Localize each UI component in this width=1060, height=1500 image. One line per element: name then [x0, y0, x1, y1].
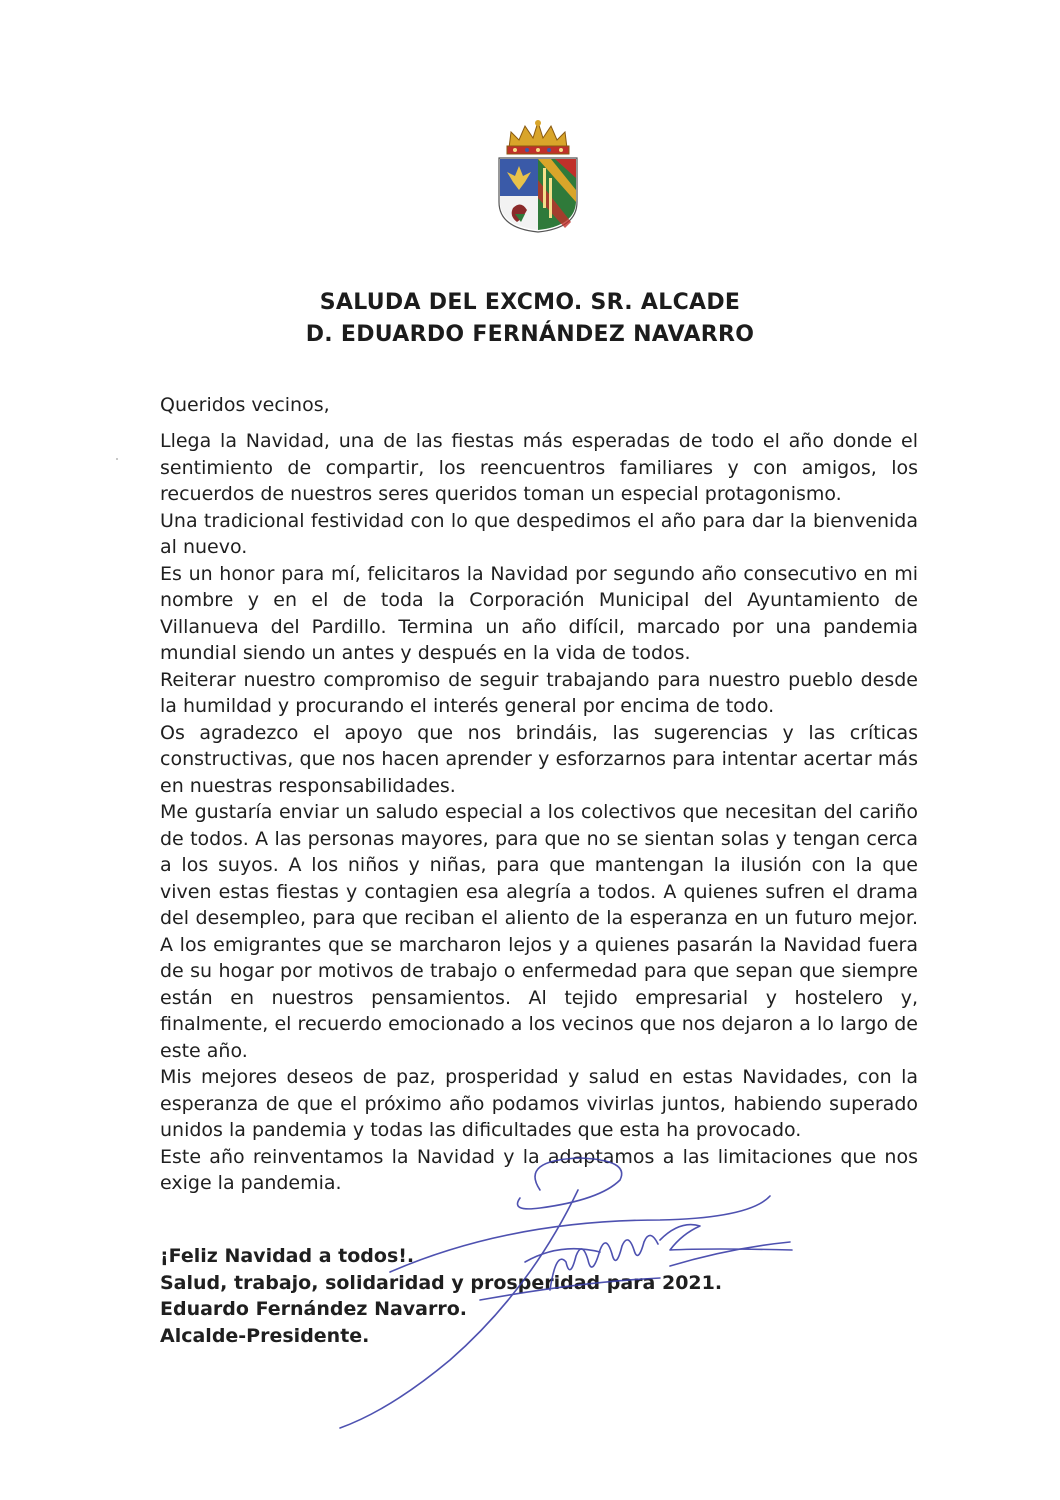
letter-body — [160, 428, 918, 1197]
page-title-line2: D. EDUARDO FERNÁNDEZ NAVARRO — [305, 322, 755, 347]
closing-signatory-title: Alcalde-Presidente. — [160, 1324, 370, 1347]
page-title-line1: SALUDA DEL EXCMO. SR. ALCADE — [319, 290, 741, 315]
closing-line: Salud, trabajo, solidaridad y prosperidad para 2021. — [160, 1271, 723, 1294]
letter-paragraph: Os agradezco el apoyo que nos brindáis, las sugerencias y las críticas constructivas, que nos hacen aprender y esforzarnos para intentar acertar más en nuestras responsabilidades. — [160, 721, 918, 797]
letter-paragraph: Me gustaría enviar un saludo especial a los colectivos que necesitan del cariño de todos. A las personas mayores, para que no se sientan solas y tengan cerca a los suyos. A los niños y niñas, para que mantengan la ilusión con la que viven estas fiestas y contagien esa alegría a todos. A quienes sufren el drama del desempleo, para que reciban el aliento de la esperanza en un futuro mejor. A los emigrantes que se marcharon lejos y a quienes pasarán la Navidad fuera de su hogar por motivos de trabajo o enfermedad para que sepan que siempre están en nuestros pensamientos. Al tejido empresarial y hostelero y, finalmente, el recuerdo emocionado a los vecinos que nos dejaron a lo largo de este año. — [160, 801, 918, 1062]
closing-line: ¡Feliz Navidad a todos!. — [160, 1245, 415, 1267]
letter-paragraph: Llega la Navidad, una de las fiestas más esperadas de todo el año donde el sentimiento de compartir, los reencuentros familiares y con amigos, los recuerdos de nuestros seres queridos toman un especial protagonismo. — [160, 430, 918, 505]
letter-paragraph: Es un honor para mí, felicitaros la Navidad por segundo año consecutivo en mi nombre y en el de toda la Corporación Municipal del Ayuntamiento de Villanueva del Pardillo. Termina un año difícil, marcado por una pandemia mundial siendo un antes y después en la vida de todos. — [160, 562, 918, 664]
coat-of-arms-icon — [495, 118, 581, 234]
letter-paragraph: Mis mejores deseos de paz, prosperidad y salud en estas Navidades, con la esperanza de que el próximo año podamos vivirlas juntos, habiendo superado unidos la pandemia y todas las dificultades que esta ha provocado. — [160, 1066, 918, 1141]
letter-closing — [160, 1243, 722, 1349]
letter-paragraph: Este año reinventamos la Navidad y la adaptamos a las limitaciones que nos exige la pandemia. — [160, 1145, 918, 1194]
closing-signatory-name: Eduardo Fernández Navarro. — [160, 1298, 468, 1320]
letter-greeting: Queridos vecinos, — [160, 394, 330, 416]
letter-paragraph: Reiterar nuestro compromiso de seguir trabajando para nuestro pueblo desde la humildad y procurando el interés general por encima de todo. — [160, 668, 918, 717]
scan-speck — [116, 458, 118, 460]
letter-paragraph: Una tradicional festividad con lo que despedimos el año para dar la bienvenida al nuevo. — [160, 509, 918, 558]
